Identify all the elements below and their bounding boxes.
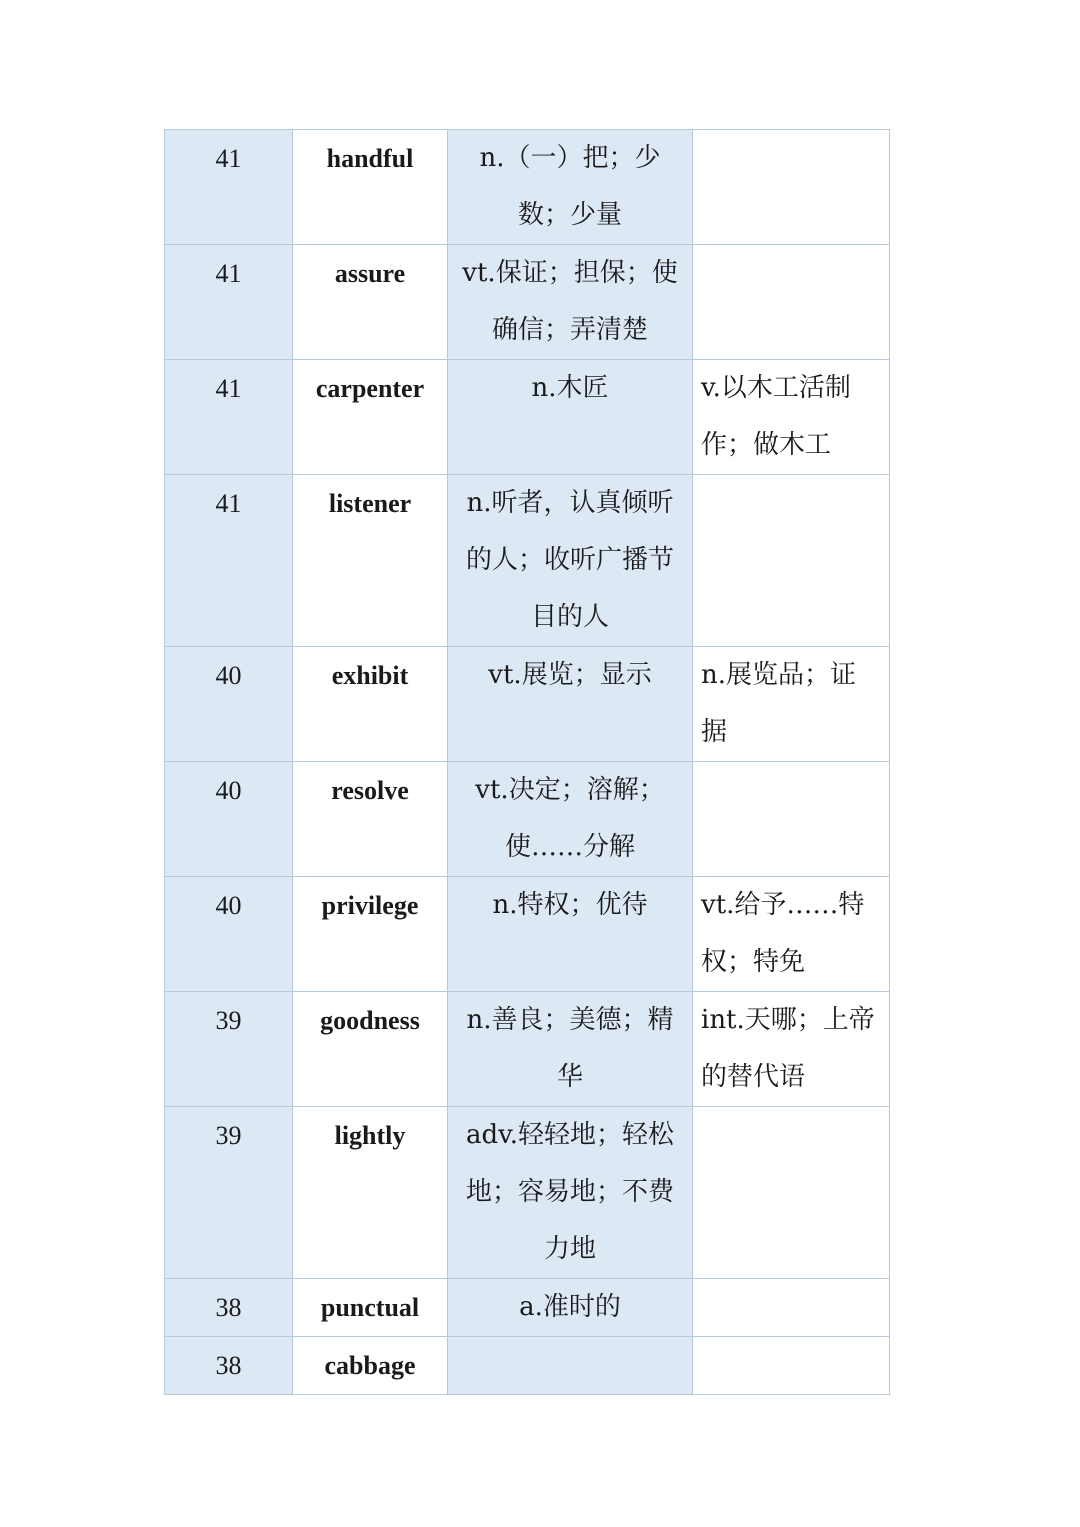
- definition-cell: vt.保证；担保；使确信；弄清楚: [448, 245, 693, 360]
- table-row: [165, 877, 890, 992]
- definition-cell: [448, 1337, 693, 1395]
- definition-cell: n.特权；优待: [448, 877, 693, 992]
- frequency-cell: 41: [165, 245, 293, 360]
- definition-cell: a.准时的: [448, 1279, 693, 1337]
- table-row: [165, 360, 890, 475]
- table-row: [165, 130, 890, 245]
- frequency-cell: 39: [165, 1107, 293, 1279]
- word-cell: goodness: [293, 992, 448, 1107]
- extra-meaning-cell: v.以木工活制作；做木工: [693, 360, 890, 475]
- extra-meaning-cell: [693, 130, 890, 245]
- word-cell: privilege: [293, 877, 448, 992]
- word-cell: listener: [293, 475, 448, 647]
- extra-meaning-cell: [693, 1279, 890, 1337]
- frequency-cell: 38: [165, 1337, 293, 1395]
- table-row: [165, 762, 890, 877]
- frequency-cell: 39: [165, 992, 293, 1107]
- definition-cell: vt.展览；显示: [448, 647, 693, 762]
- extra-meaning-cell: [693, 762, 890, 877]
- definition-cell: n.听者，认真倾听的人；收听广播节目的人: [448, 475, 693, 647]
- frequency-cell: 41: [165, 475, 293, 647]
- extra-meaning-cell: int.天哪；上帝的替代语: [693, 992, 890, 1107]
- definition-cell: vt.决定；溶解；使……分解: [448, 762, 693, 877]
- frequency-cell: 41: [165, 360, 293, 475]
- extra-meaning-cell: n.展览品；证据: [693, 647, 890, 762]
- frequency-cell: 38: [165, 1279, 293, 1337]
- extra-meaning-cell: [693, 1107, 890, 1279]
- frequency-cell: 40: [165, 762, 293, 877]
- word-cell: exhibit: [293, 647, 448, 762]
- word-cell: lightly: [293, 1107, 448, 1279]
- extra-meaning-cell: vt.给予……特权；特免: [693, 877, 890, 992]
- word-cell: carpenter: [293, 360, 448, 475]
- definition-cell: n.（一）把；少数；少量: [448, 130, 693, 245]
- frequency-cell: 40: [165, 877, 293, 992]
- extra-meaning-cell: [693, 475, 890, 647]
- table-row: [165, 647, 890, 762]
- extra-meaning-cell: [693, 245, 890, 360]
- table-row: [165, 475, 890, 647]
- table-row: [165, 245, 890, 360]
- table-body: [165, 130, 890, 1395]
- frequency-cell: 40: [165, 647, 293, 762]
- word-cell: resolve: [293, 762, 448, 877]
- table-row: [165, 1107, 890, 1279]
- definition-cell: adv.轻轻地；轻松地；容易地；不费力地: [448, 1107, 693, 1279]
- word-cell: cabbage: [293, 1337, 448, 1395]
- word-cell: handful: [293, 130, 448, 245]
- extra-meaning-cell: [693, 1337, 890, 1395]
- table-row: [165, 992, 890, 1107]
- table-row: [165, 1279, 890, 1337]
- vocabulary-table: [164, 129, 890, 1395]
- word-cell: punctual: [293, 1279, 448, 1337]
- definition-cell: n.木匠: [448, 360, 693, 475]
- frequency-cell: 41: [165, 130, 293, 245]
- word-cell: assure: [293, 245, 448, 360]
- table-row: [165, 1337, 890, 1395]
- definition-cell: n.善良；美德；精华: [448, 992, 693, 1107]
